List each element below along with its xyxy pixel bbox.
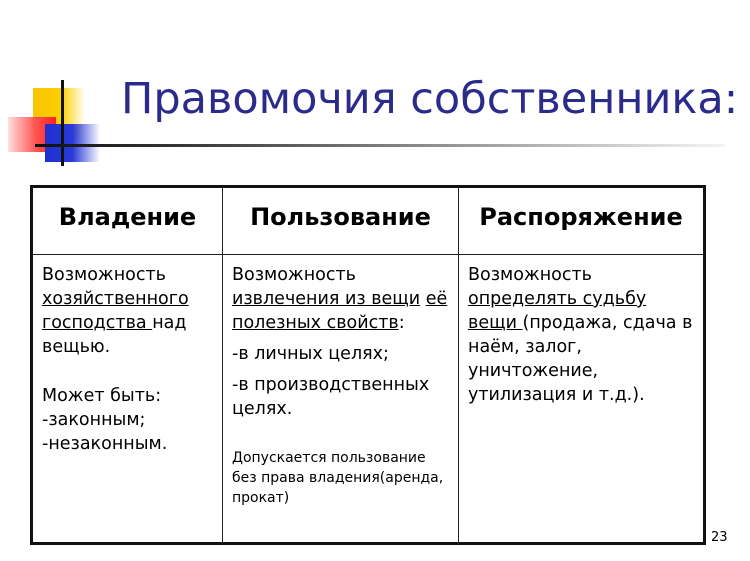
use-definition — [232, 263, 452, 335]
definition-lead: Возможность — [232, 265, 356, 285]
cell-use — [223, 255, 459, 544]
possession-definition — [42, 263, 216, 359]
header-use: Пользование — [223, 187, 459, 255]
header-possession: Владение — [32, 187, 223, 255]
possession-item-illegal: -незаконным. — [42, 434, 168, 454]
title-underline-rule — [35, 144, 725, 147]
vertical-line-decoration — [61, 80, 64, 166]
table-header-row — [32, 187, 705, 255]
definition-tail: : — [398, 313, 405, 333]
disposal-definition — [468, 263, 697, 407]
definition-underlined: хозяйственного — [42, 289, 189, 309]
definition-underlined: господства — [42, 313, 153, 333]
cell-disposal — [459, 255, 705, 544]
slide-title: Правомочия собственника: — [121, 74, 739, 124]
definition-underlined: извлечения из вещи — [232, 289, 421, 309]
definition-underlined: определять судьбу — [468, 289, 647, 309]
use-item-personal: -в личных целях; — [232, 344, 389, 364]
use-item-production: -в производственных целях. — [232, 375, 430, 419]
blue-square-decoration — [45, 124, 100, 162]
header-disposal: Распоряжение — [459, 187, 705, 255]
table-row — [32, 255, 705, 544]
definition-lead: Возможность — [42, 265, 166, 285]
definition-lead: Возможность — [468, 265, 592, 285]
use-note: Допускается пользование без права владения(аренда, прокат) — [232, 450, 444, 506]
possession-may-be: Может быть: — [42, 386, 162, 406]
cell-possession — [32, 255, 223, 544]
definition-tail: (продажа, сдача в наём, залог, уничтожение, утилизация и т.д.). — [468, 313, 693, 405]
possession-item-legal: -законным; — [42, 410, 146, 430]
definition-underlined: её полезных свойств — [232, 289, 448, 333]
definition-tail: над вещью. — [42, 313, 187, 357]
definition-underlined: вещи — [468, 313, 523, 333]
slide-page-number: 23 — [711, 530, 728, 545]
owner-rights-table — [30, 185, 706, 545]
